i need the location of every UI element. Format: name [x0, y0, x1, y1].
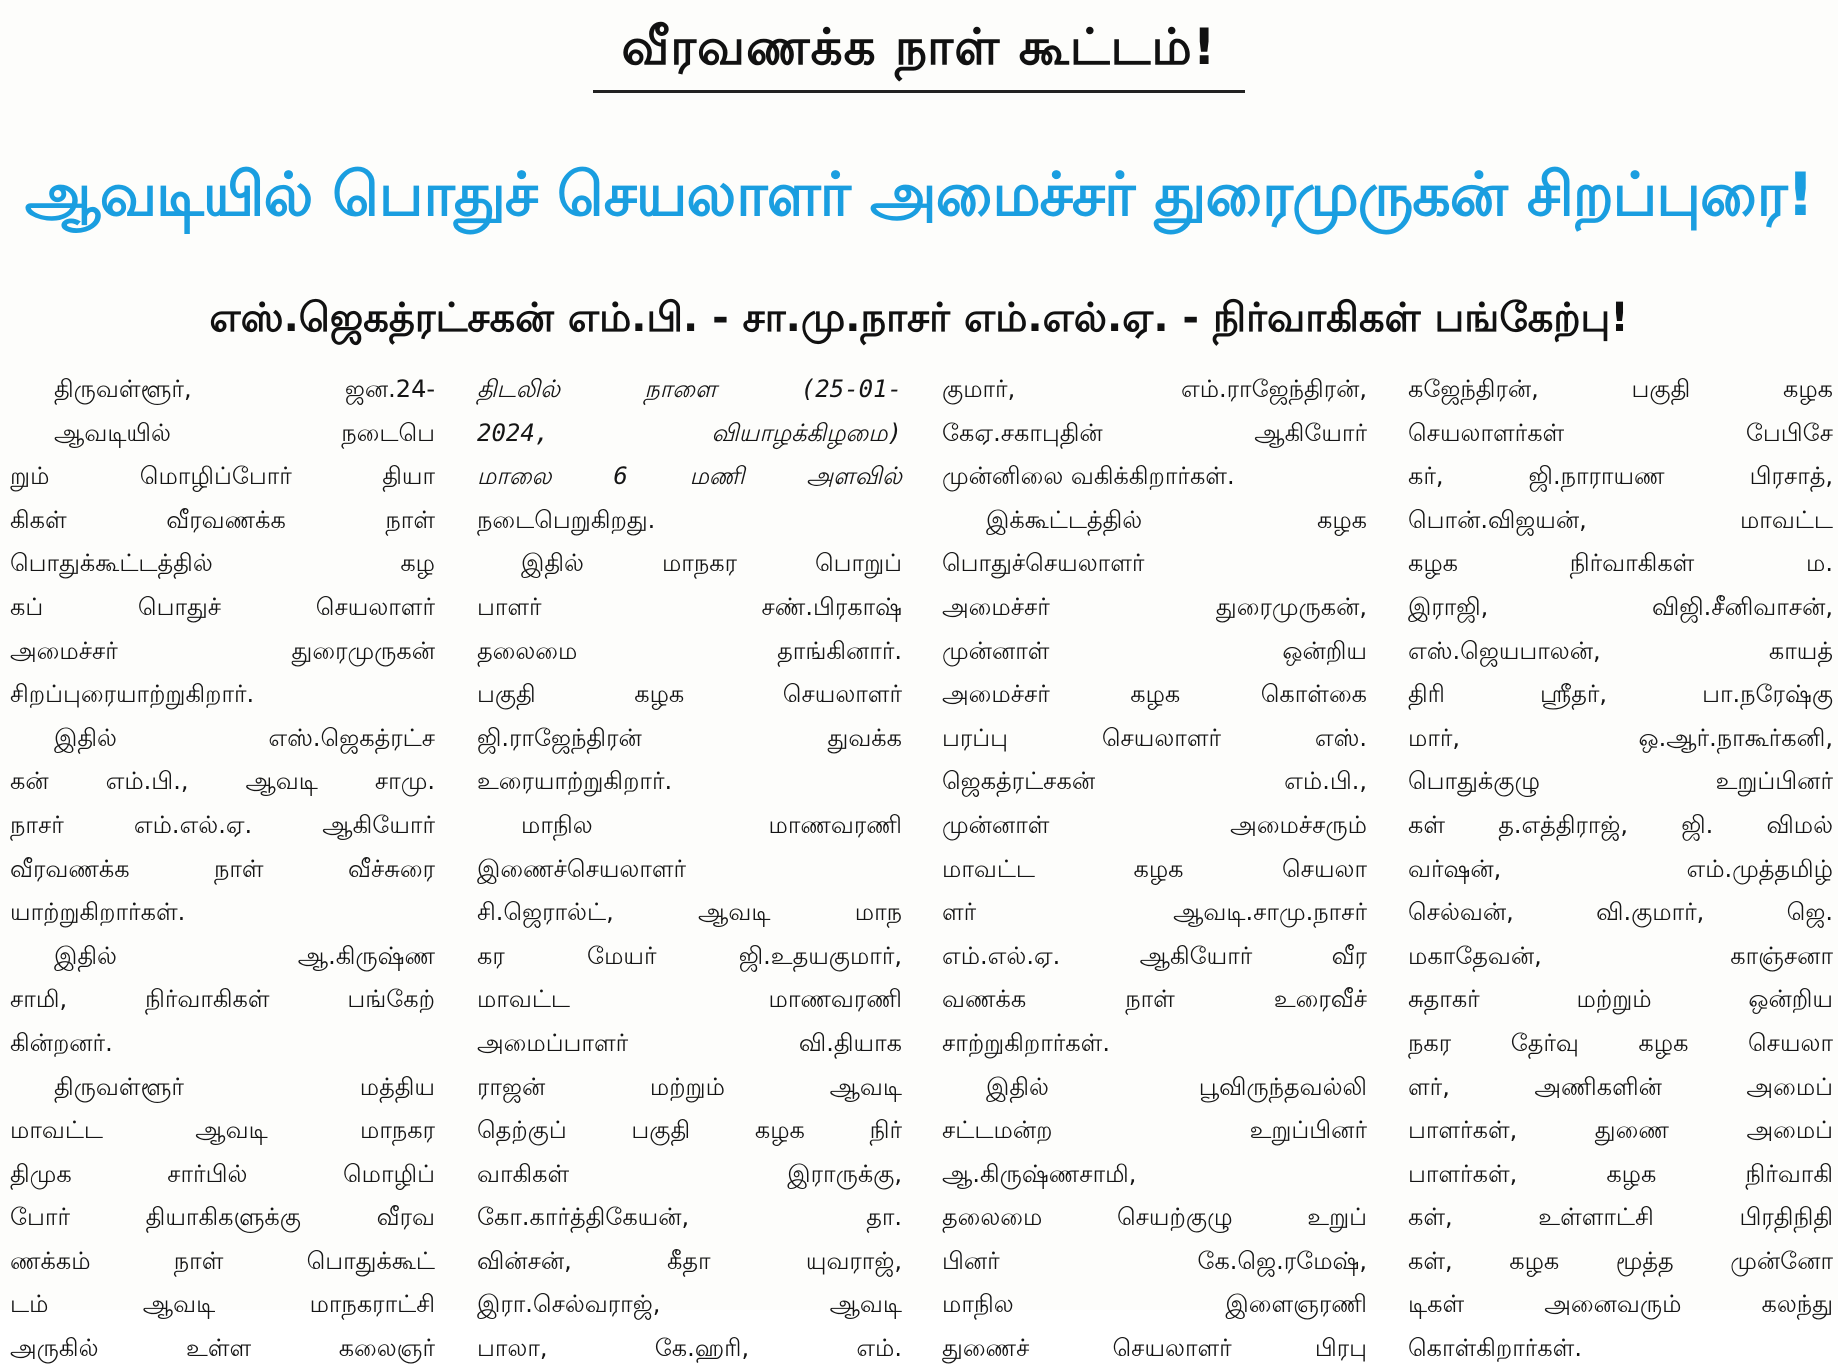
article-line: குமார், எம்.ராஜேந்திரன்,: [942, 375, 1367, 403]
article-line: பொதுக்கூட்டத்தில் கழ: [10, 549, 435, 578]
article-line: கப் பொதுச் செயலாளர்: [10, 592, 435, 621]
article-line: கழக நிர்வாகிகள் ம.: [1408, 549, 1833, 578]
article-line: கோ.கார்த்திகேயன், தா.: [477, 1203, 902, 1232]
article-line: வர்ஷன், எம்.முத்தமிழ்: [1408, 854, 1833, 883]
article-line: ராஜன் மற்றும் ஆவடி: [477, 1072, 902, 1101]
article-line: திடலில் நாளை (25-01-: [477, 375, 902, 403]
article-line: எஸ்.ஜெயபாலன், காயத்: [1408, 636, 1833, 665]
article-line: சிறப்புரையாற்றுகிறார்.: [10, 680, 255, 709]
article-line: இக்கூட்டத்தில் கழக: [986, 505, 1367, 534]
article-line: வாகிகள் இராருக்கு,: [477, 1159, 902, 1188]
article-line: கொள்கிறார்கள்.: [1408, 1334, 1582, 1363]
article-line: கிகள் வீரவணக்க நாள்: [10, 505, 435, 534]
article-line: தலைமை செயற்குழு உறுப்: [942, 1203, 1367, 1232]
article-line: ணக்கம் நாள் பொதுக்கூட்: [10, 1246, 435, 1275]
article-line: ஜி.ராஜேந்திரன் துவக்க: [477, 723, 902, 752]
article-line: ஆவடியில் நடைபெ: [54, 418, 435, 447]
article-line: இதில் ஆ.கிருஷ்ண: [54, 941, 435, 970]
article-line: தெற்குப் பகுதி கழக நிர்: [477, 1116, 902, 1145]
article-line: நடைபெறுகிறது.: [477, 505, 656, 534]
article-line: மாநில மாணவரணி: [521, 810, 902, 839]
article-line: சாமி, நிர்வாகிகள் பங்கேற்: [10, 985, 435, 1014]
article-line: 2024, வியாழக்கிழமை): [477, 418, 902, 447]
article-line: எம்.எல்.ஏ. ஆகியோர் வீர: [942, 941, 1367, 970]
article-line: திருவள்ளூர், ஜன.24-: [54, 375, 435, 403]
article-line: செயலாளர்கள் பேபிசே: [1408, 418, 1833, 447]
article-line: டிகள் அனைவரும் கலந்து: [1408, 1290, 1833, 1319]
article-line: ஆ.கிருஷ்ணசாமி,: [942, 1159, 1137, 1188]
article-line: இரா.செல்வராஜ், ஆவடி: [477, 1290, 902, 1319]
article-line: இதில் பூவிருந்தவல்லி: [986, 1072, 1367, 1101]
article-line: இணைச்செயலாளர்: [477, 854, 687, 883]
article-line: இதில் எஸ்.ஜெகத்ரட்ச: [54, 723, 435, 752]
article-line: கர், ஜி.நாராயண பிரசாத்,: [1408, 462, 1833, 491]
article-line: பொன்.விஜயன், மாவட்ட: [1408, 505, 1833, 534]
article-line: பொதுக்குழு உறுப்பினர்: [1408, 767, 1833, 796]
article-line: முன்னிலை வகிக்கிறார்கள்.: [942, 462, 1235, 491]
article-line: றும் மொழிப்போர் தியா: [10, 462, 435, 491]
article-line: மார், ஒ.ஆர்.நாகூர்கனி,: [1408, 723, 1833, 752]
article-line: நகர தேர்வு கழக செயலா: [1408, 1028, 1833, 1057]
article-line: பொதுச்செயலாளர்: [942, 549, 1145, 578]
article-line: முன்னாள் அமைச்சரும்: [942, 810, 1367, 839]
article-line: ளர் ஆவடி.சாமு.நாசர்: [942, 898, 1367, 927]
article-line: சட்டமன்ற உறுப்பினர்: [942, 1116, 1367, 1145]
article-line: மாவட்ட கழக செயலா: [942, 854, 1367, 883]
article-line: நாசர் எம்.எல்.ஏ. ஆகியோர்: [10, 810, 435, 839]
article-line: கள், கழக மூத்த முன்னோ: [1408, 1246, 1833, 1275]
article-line: கேஏ.சகாபுதின் ஆகியோர்: [942, 418, 1367, 447]
article-line: சுதாகர் மற்றும் ஒன்றிய: [1408, 985, 1833, 1014]
article-line: மாநில இளைஞரணி: [942, 1290, 1367, 1319]
article-line: செல்வன், வி.குமார், ஜெ.: [1408, 898, 1833, 927]
article-line: அமைப்பாளர் வி.தியாக: [477, 1028, 902, 1057]
article-line: மாவட்ட மாணவரணி: [477, 985, 902, 1014]
article-line: மாவட்ட ஆவடி மாநகர: [10, 1116, 435, 1145]
article-line: சி.ஜெரால்ட், ஆவடி மாந: [477, 898, 902, 927]
article-line: கள் த.எத்திராஜ், ஜி. விமல்: [1408, 810, 1833, 839]
subheadline: எஸ்.ஜெகத்ரட்சகன் எம்.பி. - சா.மு.நாசர் எம்.எல்.ஏ. - நிர்வாகிகள் பங்கேற்பு!: [209, 295, 1629, 341]
article-line: பரப்பு செயலாளர் எஸ்.: [942, 723, 1367, 752]
article-line: அருகில் உள்ள கலைஞர்: [10, 1334, 435, 1363]
article-line: அமைச்சர் துரைமுருகன்,: [942, 592, 1367, 621]
article-line: பகுதி கழக செயலாளர்: [477, 680, 902, 709]
article-line: திமுக சார்பில் மொழிப்: [10, 1159, 435, 1188]
article-line: அமைச்சர் கழக கொள்கை: [942, 680, 1367, 709]
article-line: பினர் கே.ஜெ.ரமேஷ்,: [942, 1246, 1367, 1275]
article-line: பாளர் சண்.பிரகாஷ்: [477, 592, 902, 621]
article-line: முன்னாள் ஒன்றிய: [942, 636, 1367, 665]
article-line: கஜேந்திரன், பகுதி கழக: [1408, 375, 1833, 403]
article-line: துணைச் செயலாளர் பிரபு: [942, 1334, 1367, 1363]
article-line: திரி ஸ்ரீதர், பா.நரேஷ்கு: [1408, 680, 1833, 709]
article-column-3: [942, 368, 1367, 1363]
article-line: ஜெகத்ரட்சகன் எம்.பி.,: [942, 767, 1367, 796]
article-body: [10, 368, 1833, 1363]
article-line: வின்சன், கீதா யுவராஜ்,: [477, 1246, 902, 1275]
article-line: டம் ஆவடி மாநகராட்சி: [10, 1290, 435, 1319]
article-line: வணக்க நாள் உரைவீச்: [942, 985, 1367, 1014]
article-line: கர மேயர் ஜி.உதயகுமார்,: [477, 941, 902, 970]
kicker-block: [0, 8, 1838, 93]
article-line: கன் எம்.பி., ஆவடி சாமு.: [10, 767, 435, 796]
article-line: கள், உள்ளாட்சி பிரதிநிதி: [1408, 1203, 1833, 1232]
article-line: பாளர்கள், துணை அமைப்: [1408, 1116, 1833, 1145]
article-column-2: [477, 368, 902, 1363]
article-line: திருவள்ளூர் மத்திய: [54, 1072, 435, 1101]
article-line: அமைச்சர் துரைமுருகன்: [10, 636, 435, 665]
article-line: மாலை 6 மணி அளவில்: [477, 462, 902, 491]
article-line: யாற்றுகிறார்கள்.: [10, 898, 186, 927]
article-line: மகாதேவன், காஞ்சனா: [1408, 941, 1833, 970]
article-line: சாற்றுகிறார்கள்.: [942, 1028, 1110, 1057]
article-line: உரையாற்றுகிறார்.: [477, 767, 673, 796]
article-line: இராஜி, விஜி.சீனிவாசன்,: [1408, 592, 1833, 621]
kicker-title: வீரவணக்க நாள் கூட்டம்!: [593, 8, 1244, 93]
article-line: ளர், அணிகளின் அமைப்: [1408, 1072, 1833, 1101]
article-column-1: [10, 368, 435, 1363]
article-line: கின்றனர்.: [10, 1028, 113, 1057]
article-line: போர் தியாகிகளுக்கு வீரவ: [10, 1203, 435, 1232]
article-column-4: [1408, 368, 1833, 1363]
article-line: இதில் மாநகர பொறுப்: [521, 549, 902, 578]
article-line: பாளர்கள், கழக நிர்வாகி: [1408, 1159, 1833, 1188]
article-line: பாலா, கே.ஹரி, எம்.: [477, 1334, 902, 1363]
headline: ஆவடியில் பொதுச் செயலாளர் அமைச்சர் துரைமுருகன் சிறப்புரை!: [24, 160, 1814, 230]
article-line: தலைமை தாங்கினார்.: [477, 636, 902, 665]
article-line: வீரவணக்க நாள் வீச்சுரை: [10, 854, 435, 883]
